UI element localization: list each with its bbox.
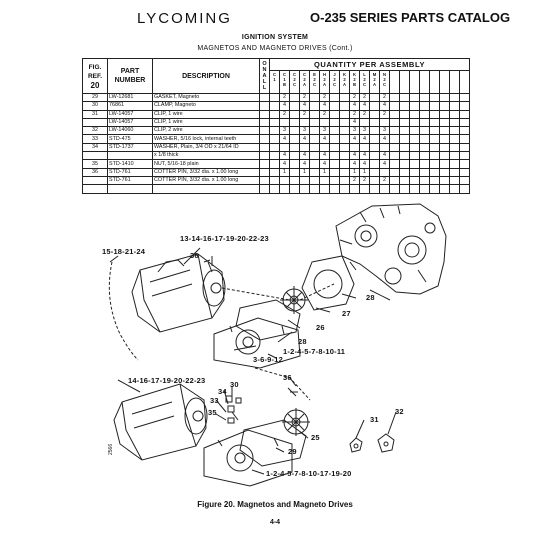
quantity-cell: 4 [350,160,360,168]
quantity-cell: 2 [380,176,390,184]
part-number-cell: LW-12681 [108,94,153,102]
callout-14-16-17-19: 14-16-17-19-20-22-23 [128,376,206,385]
quantity-cell: 2 [350,94,360,102]
callout-36-lower: 36 [283,373,292,382]
quantity-cell: 2 [300,110,310,118]
callout-1-2-4-5-lower: 1-2-4-5-7-8-10-17-19-20 [266,469,352,478]
page-number: 4-4 [269,519,281,526]
callout-33: 33 [210,396,219,405]
description-cell: NUT, 5/16-18 plain [153,160,260,168]
section-subtitle: MAGNETOS AND MAGNETO DRIVES (Cont.) [197,45,353,52]
callout-30: 30 [230,380,239,389]
quantity-cell: 4 [320,160,330,168]
part-number-header: PART NUMBER [108,59,153,94]
quantity-cell: 4 [350,102,360,110]
description-cell: COTTER PIN, 3/32 dia. x 1.00 long [153,176,260,184]
quantity-cell: 4 [380,102,390,110]
quantity-cell: 2 [300,94,310,102]
crankcase-illustration [336,204,446,300]
upper-drive-gear-illustration [280,286,308,314]
quantity-cell: 3 [350,127,360,135]
part-number-cell: 76861 [108,102,153,110]
fig-ref-cell: 31 [83,110,108,118]
fig-ref-cell: 35 [83,160,108,168]
model-column-header: C 2 A [300,71,310,94]
callout-35: 35 [208,408,217,417]
callout-15-18-21-24: 15-18-21-24 [102,247,146,256]
quantity-cell: 3 [380,127,390,135]
description-cell: x 1/8 thick [153,152,260,160]
callout-31: 31 [370,415,379,424]
quantity-cell: 4 [280,135,290,143]
quantity-cell: 1 [320,168,330,176]
fig-ref-cell: 33 [83,135,108,143]
quantity-cell: 1 [300,168,310,176]
quantity-cell: 4 [360,135,370,143]
quantity-cell: 4 [300,152,310,160]
section-title: IGNITION SYSTEM [241,34,309,41]
callout-34: 34 [218,387,227,396]
quantity-cell: 1 [350,168,360,176]
callout-28-center: 28 [298,337,307,346]
on-all-header: O N A L L [260,59,270,94]
quantity-cell: 2 [360,110,370,118]
quantity-cell: 1 [360,168,370,176]
model-column-header: L 2 C [360,71,370,94]
quantity-cell: 2 [280,110,290,118]
quantity-cell: 4 [380,152,390,160]
part-number-cell: STD-1737 [108,143,153,151]
callout-29: 29 [288,447,297,456]
description-header: DESCRIPTION [153,59,260,94]
quantity-cell: 4 [280,102,290,110]
fig-ref-cell: 34 [83,143,108,151]
quantity-cell: 4 [320,135,330,143]
quantity-cell: 4 [380,135,390,143]
quantity-cell: 2 [320,110,330,118]
callout-32: 32 [395,407,404,416]
part-number-cell: LW-14057 [108,110,153,118]
part-number-cell: STD-761 [108,168,153,176]
model-column-header: K 2 A [340,71,350,94]
lower-drive-gear-illustration [282,408,310,436]
description-cell: CLIP, 1 wire [153,110,260,118]
model-column-header: H 2 A [320,71,330,94]
callout-3-6-9-12: 3-6-9-12 [253,355,283,364]
fig-ref-cell: 32 [83,127,108,135]
callout-28-right: 28 [366,293,375,302]
figure-caption: Figure 20. Magnetos and Magneto Drives [197,500,353,509]
model-column-header: E 2 C [310,71,320,94]
quantity-cell: 4 [320,102,330,110]
model-column-header: N 2 C [380,71,390,94]
callout-27: 27 [342,309,351,318]
quantity-cell: 2 [280,94,290,102]
callout-13-14-16-17: 13-14-16-17-19-20-22-23 [180,234,269,243]
brand-name: LYCOMING [137,10,232,27]
quantity-cell: 4 [280,152,290,160]
wire-clip-32-illustration [378,434,394,452]
model-column-header: C 1 B [280,71,290,94]
upper-magneto-illustration [132,254,225,332]
part-number-cell: STD-1410 [108,160,153,168]
fig-ref-cell: 36 [83,168,108,176]
quantity-cell: 2 [380,94,390,102]
quantity-cell: 4 [360,152,370,160]
part-number-cell: LW-14060 [108,127,153,135]
quantity-cell: 4 [280,160,290,168]
fig-ref-cell: 30 [83,102,108,110]
quantity-cell: 4 [360,102,370,110]
quantity-cell: 4 [320,152,330,160]
quantity-cell: 4 [350,135,360,143]
quantity-cell: 4 [350,152,360,160]
hardware-stack-illustration [226,396,241,423]
quantity-cell: 4 [300,102,310,110]
model-column-header: K 2 B [350,71,360,94]
part-number-cell: STD-761 [108,176,153,184]
drawing-id: 2566 [108,443,114,455]
description-cell: GASKET, Magneto [153,94,260,102]
quantity-cell: 3 [320,127,330,135]
callout-26: 26 [316,323,325,332]
quantity-cell: 4 [360,160,370,168]
fig-ref-cell: 29 [83,94,108,102]
quantity-cell: 2 [320,94,330,102]
quantity-cell: 4 [300,135,310,143]
quantity-per-assembly-header: QUANTITY PER ASSEMBLY [270,59,470,71]
part-number-cell: STD-475 [108,135,153,143]
wire-clip-31-illustration [350,438,362,452]
quantity-cell: 1 [280,168,290,176]
quantity-cell: 2 [360,94,370,102]
quantity-cell: 4 [300,160,310,168]
model-column-header: J 2 C [330,71,340,94]
quantity-cell: 3 [360,127,370,135]
model-column-header: C 2 C [290,71,300,94]
callout-36-upper: 36 [190,251,199,260]
quantity-cell: 2 [350,110,360,118]
lower-magneto-illustration [114,384,207,460]
description-cell: WASHER, 5/16 lock, internal teeth [153,135,260,143]
callout-25: 25 [311,433,320,442]
fig-ref-header: FIG. REF. 20 [83,59,108,94]
model-column-header: C 1 [270,71,280,94]
quantity-cell: 2 [350,176,360,184]
model-column-header: M 2 A [370,71,380,94]
quantity-cell: 4 [380,160,390,168]
catalog-title: O-235 SERIES PARTS CATALOG [310,10,511,25]
description-cell: WASHER, Plain, 3/4 OD x 21/64 ID [153,143,260,151]
quantity-cell: 4 [350,118,360,126]
description-cell: CLIP, 1 wire [153,118,260,126]
callout-1-2-4-5-upper: 1-2-4-5-7-8-10-11 [283,347,346,356]
description-cell: COTTER PIN, 3/32 dia. x 1.00 long [153,168,260,176]
quantity-cell: 3 [280,127,290,135]
part-number-cell: LW-14057 [108,118,153,126]
description-cell: CLIP, 2 wire [153,127,260,135]
quantity-cell: 2 [360,176,370,184]
quantity-cell: 3 [300,127,310,135]
description-cell: CLAMP, Magneto [153,102,260,110]
quantity-cell: 2 [380,110,390,118]
